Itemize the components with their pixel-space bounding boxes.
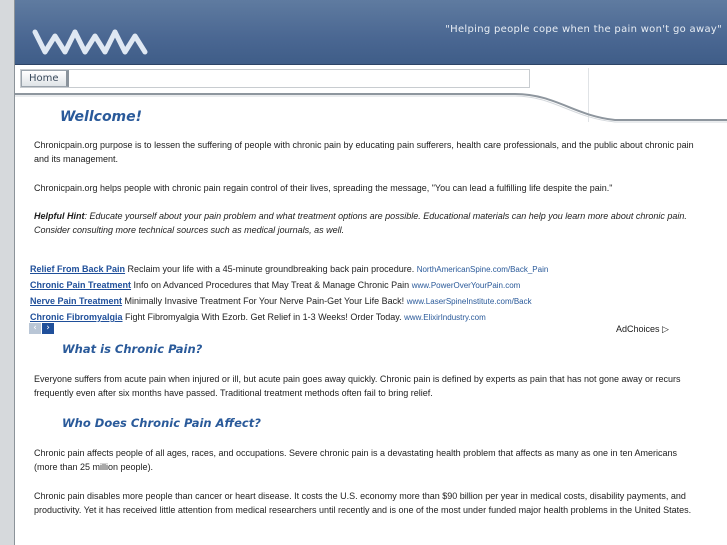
ad-pager — [29, 323, 55, 342]
ad-url-link[interactable]: www.LaserSpineInstitute.com/Back — [406, 297, 532, 306]
who-affect-paragraph-2: Chronic pain disables more people than cancer or heart disease. It costs the U.S. economy more than $90 billion per year in medical costs, disability payments, and productivity. Yet it has received little attention from medical researchers until recently and is one of the most under funded major health problems in the United States. — [34, 491, 692, 515]
ad-title-link[interactable]: Relief From Back Pain — [30, 264, 126, 274]
who-does-chronic-pain-affect-heading: Who Does Chronic Pain Affect? — [62, 416, 261, 430]
ad-url-link[interactable]: www.PowerOverYourPain.com — [411, 281, 521, 290]
ad-url-link[interactable]: NorthAmericanSpine.com/Back_Pain — [416, 265, 549, 274]
helpful-hint — [34, 209, 694, 237]
site-tagline: "Helping people cope when the pain won't go away" — [445, 24, 722, 35]
site-header — [15, 0, 727, 65]
ad-row — [30, 261, 720, 277]
ad-title-link[interactable]: Nerve Pain Treatment — [30, 296, 123, 306]
ad-text: Fight Fibromyalgia With Ezorb. Get Relief in 1-3 Weeks! Order Today. — [122, 312, 405, 322]
adchoices-link[interactable]: AdChoices ▷ — [616, 324, 669, 334]
ad-next-button[interactable]: › — [42, 323, 54, 334]
ad-block — [30, 261, 720, 325]
ad-text: Minimally Invasive Treatment For Your Nerve Pain-Get Your Life Back! — [122, 296, 407, 306]
ad-prev-button[interactable]: ‹ — [29, 323, 41, 334]
page-container — [14, 0, 727, 545]
ad-row — [30, 293, 720, 309]
nav-home-tab[interactable]: Home — [21, 70, 69, 87]
ad-text: Reclaim your life with a 45-minute groundbreaking back pain procedure. — [125, 264, 417, 274]
welcome-heading: Wellcome! — [60, 109, 143, 125]
helpful-hint-text: : Educate yourself about your pain problem and what treatment options are possible. Educational materials can help you learn more about chronic pain. Consider consulting more technical sources such as medical journals, as well. — [34, 211, 687, 235]
ad-text: Info on Advanced Procedures that May Treat & Manage Chronic Pain — [131, 280, 412, 290]
ad-title-link[interactable]: Chronic Fibromyalgia — [30, 312, 123, 322]
site-logo[interactable] — [31, 24, 151, 58]
ad-row — [30, 277, 720, 293]
ad-title-link[interactable]: Chronic Pain Treatment — [30, 280, 132, 290]
welcome-paragraph-1: Chronicpain.org purpose is to lessen the suffering of people with chronic pain by educating pain sufferers, health care professionals, and the public about chronic pain and its management. — [34, 140, 694, 164]
who-affect-paragraph-1: Chronic pain affects people of all ages, races, and occupations. Severe chronic pain is a devastating health problem that affects as many as one in ten Americans (more than 25 million people). — [34, 448, 678, 472]
what-is-chronic-pain-heading: What is Chronic Pain? — [62, 342, 203, 356]
helpful-hint-label: Helpful Hint — [34, 211, 85, 221]
ad-url-link[interactable]: www.ElixirIndustry.com — [404, 313, 486, 322]
ad-row — [30, 309, 720, 325]
what-is-chronic-pain-paragraph: Everyone suffers from acute pain when injured or ill, but acute pain goes away quickly. Chronic pain is defined by experts as pain that has not gone away or recurs frequently even after six months have passed. Traditional treatment methods often fail to bring relief. — [34, 374, 681, 398]
welcome-paragraph-2: Chronicpain.org helps people with chronic pain regain control of their lives, spreading the message, "You can lead a fulfilling life despite the pain." — [34, 183, 613, 193]
